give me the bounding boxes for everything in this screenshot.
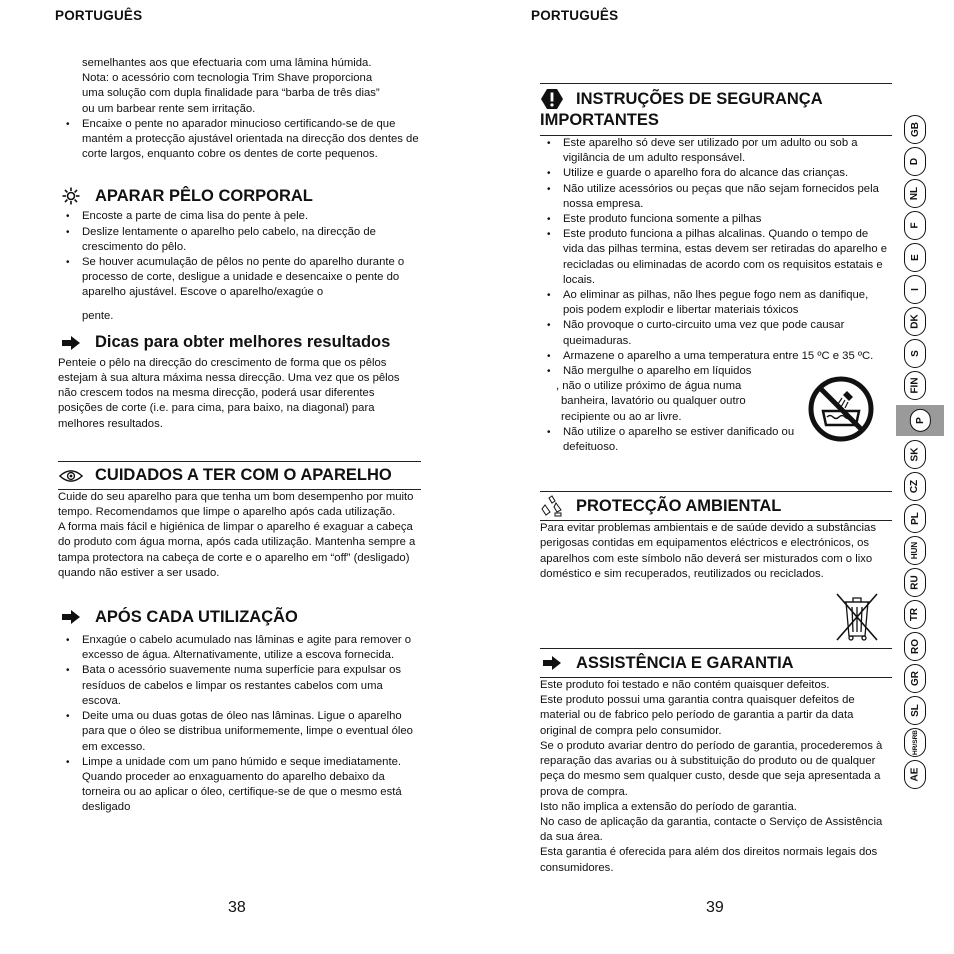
- warranty-text: Este produto foi testado e não contém quaisquer defeitos.: [540, 679, 830, 692]
- language-tab-gb[interactable]: GB: [904, 115, 926, 144]
- language-tab-s[interactable]: S: [904, 339, 926, 368]
- list-item: • Não utilize o aparelho se estiver danificado ou defeituoso.: [540, 425, 795, 455]
- warning-icon: [540, 88, 564, 110]
- section-title-text: CUIDADOS A TER COM O APARELHO: [95, 466, 392, 485]
- text-line: , não o utilize próximo de água numa: [556, 380, 742, 393]
- divider: [540, 491, 892, 492]
- section-title-environment: [540, 495, 892, 517]
- language-tab-fin[interactable]: FIN: [904, 371, 926, 400]
- list-item: • Não mergulhe o aparelho em líquidos: [540, 364, 892, 379]
- recycle-icon: [540, 495, 564, 517]
- language-tab-sl[interactable]: SL: [904, 696, 926, 725]
- eye-icon: [59, 465, 83, 487]
- language-tab-hun[interactable]: HUN: [904, 536, 926, 565]
- section-title-text: INSTRUÇÕES DE SEGURANÇA: [576, 89, 823, 108]
- language-tab-f[interactable]: F: [904, 211, 926, 240]
- list-item: • Bata o acessório suavemente numa superfície para expulsar os resíduos de cabelos e limpar os restantes cabelos com uma escova.: [59, 663, 421, 709]
- language-tab-tr[interactable]: TR: [904, 600, 926, 629]
- list-item: • Se houver acumulação de pêlos no pente do aparelho durante o processo de corte, desligue a unidade e desencaixe o pente do aparelho ajustável. Escove o aparelho/exagúe o: [59, 255, 421, 301]
- list-item: • Deite uma ou duas gotas de óleo nas lâminas. Ligue o aparelho para que o óleo se distribua uniformemente, limpe o eventual óleo em excesso.: [59, 709, 421, 755]
- list-item: • Não utilize acessórios ou peças que não sejam fornecidos pela nossa empresa.: [540, 182, 892, 212]
- environment-text: Para evitar problemas ambientais e de saúde devido a substâncias perigosas contidas em equipamentos eléctricos e electrónicos, os aparelhos com este símbolo não deverá ser misturados com o lixo doméstico e sim recuperados, reutilizados ou reciclados.: [540, 522, 876, 580]
- arrow-right-icon: [540, 652, 564, 674]
- sun-icon: [59, 185, 83, 207]
- list-item: • Encaixe o pente no aparador minucioso certificando-se de que mantém a protecção ajustável orientada na direcção dos dentes de corte largos, enquanto cobre os dentes de corte pequenos.: [59, 117, 421, 163]
- warranty-text: Esta garantia é oferecida para além dos direitos normais legais dos consumidores.: [540, 846, 878, 874]
- page-number: 38: [228, 899, 246, 916]
- language-tab-ru[interactable]: RU: [904, 568, 926, 597]
- language-tab-hr-srb[interactable]: HR/SRB: [904, 728, 926, 757]
- warranty-text: No caso de aplicação da garantia, contacte o Serviço de Assistência da sua área.: [540, 815, 883, 844]
- list-item: • Limpe a unidade com um pano húmido e seque imediatamente.: [59, 755, 421, 770]
- section-title-safety: [540, 88, 892, 131]
- list-item: • Este produto funciona somente a pilhas: [540, 212, 892, 227]
- section-title-after-use: [59, 606, 421, 628]
- list-item: • Este aparelho só deve ser utilizado por um adulto ou sob a vigilância de um adulto responsável.: [540, 136, 892, 166]
- section-title-warranty: [540, 652, 892, 674]
- list-item: • Armazene o aparelho a uma temperatura entre 15 ºC e 35 ºC.: [540, 349, 892, 364]
- language-tab-cz[interactable]: CZ: [904, 472, 926, 501]
- list-item: • Utilize e guarde o aparelho fora do alcance das crianças.: [540, 166, 892, 181]
- intro-line: uma solução com dupla finalidade para “barba de três dias”: [82, 87, 380, 100]
- arrow-right-icon: [59, 332, 83, 354]
- list-item: • Não provoque o curto-circuito uma vez que pode causar queimaduras.: [540, 318, 892, 348]
- weee-bin-icon: [834, 592, 880, 647]
- intro-line: ou um barbear rente sem irritação.: [82, 102, 256, 115]
- intro-line: semelhantes aos que efectuaria com uma lâmina húmida.: [82, 57, 372, 69]
- text-line: banheira, lavatório ou qualquer outro: [561, 395, 746, 408]
- warranty-text: Se o produto avariar dentro do período de garantia, procederemos à reparação das avarias ou à substituição do produto ou de qualquer peça do mesmo sem qualquer custo, desde que seja apresentada a prova de compra.: [540, 739, 883, 798]
- language-tab-e[interactable]: E: [904, 243, 926, 272]
- right-column: [540, 83, 892, 876]
- right-page-header: PORTUGUÊS: [531, 8, 619, 23]
- section-title-text: IMPORTANTES: [540, 111, 659, 129]
- list-item: • Ao eliminar as pilhas, não lhes pegue fogo nem as danifique, pois podem explodir e libertar materiais tóxicos: [540, 288, 892, 318]
- language-tab-i[interactable]: I: [904, 275, 926, 304]
- list-item: • Encoste a parte de cima lisa do pente à pele.: [59, 209, 421, 224]
- section-title-text: APÓS CADA UTILIZAÇÃO: [95, 607, 298, 626]
- left-column: [59, 56, 421, 816]
- language-tab-ro[interactable]: RO: [904, 632, 926, 661]
- list-item: • Este produto funciona a pilhas alcalinas. Quando o tempo de vida das pilhas termina, estas devem ser retiradas do aparelho e recicladas ou eliminadas de acordo com os requisitos estatais e locais.: [540, 227, 892, 288]
- language-tab-gr[interactable]: GR: [904, 664, 926, 693]
- list-item: • Enxagúe o cabelo acumulado nas lâminas e agite para remover o excesso de água. Alternativamente, utilize a escova fornecida.: [59, 633, 421, 663]
- warranty-text: Isto não implica a extensão do período de garantia.: [540, 800, 797, 813]
- section-title-text: APARAR PÊLO CORPORAL: [95, 186, 313, 205]
- list-item-tail: Quando proceder ao enxaguamento do aparelho debaixo da torneira ou ao aplicar o óleo, certifique-se de que o mesmo está desligado: [82, 770, 402, 814]
- language-tab-p[interactable]: P: [896, 405, 944, 436]
- left-page-header: PORTUGUÊS: [55, 8, 143, 23]
- text-line: recipiente ou ao ar livre.: [561, 410, 682, 423]
- tips-text: Penteie o pêlo na direcção do crescimento de forma que os pêlos estejam à sua altura máxima nessa direcção. Uma vez que os pêlos não crescem todos na mesma direcção, poderá usar diferentes posições de corte (i.e. para cima, para baixo, na diagonal) para melhores resultados.: [58, 356, 400, 430]
- page-number: 39: [706, 899, 724, 916]
- warranty-text: Este produto possui uma garantia contra quaisquer defeitos de material ou de fabrico pelo período de garantia a partir da data original de compra pelo consumidor.: [540, 694, 855, 737]
- no-water-icon: [807, 375, 875, 448]
- care-text: A forma mais fácil e higiénica de limpar o aparelho é exaguar a cabeça do produto com água morna, após cada utilização. Mantenha sempre a tampa protectora na cabeça de corte e o aparelho em “off” (desligado) quando não estiver a ser usado.: [58, 521, 416, 579]
- section-title-text: Dicas para obter melhores resultados: [95, 333, 391, 352]
- section-title-text: ASSISTÊNCIA E GARANTIA: [576, 653, 794, 672]
- section-title-body-hair: [59, 185, 421, 207]
- divider: [540, 648, 892, 649]
- intro-text: [59, 56, 421, 117]
- language-tab-dk[interactable]: DK: [904, 307, 926, 336]
- section-title-care: [59, 465, 421, 487]
- list-item: • Deslize lentamente o aparelho pelo cabelo, na direcção de crescimento do pêlo.: [59, 225, 421, 255]
- arrow-right-icon: [59, 606, 83, 628]
- language-tab-d[interactable]: D: [904, 147, 926, 176]
- list-item-tail: pente.: [82, 309, 114, 322]
- divider: [58, 461, 421, 462]
- language-tab-pl[interactable]: PL: [904, 504, 926, 533]
- language-tab-sk[interactable]: SK: [904, 440, 926, 469]
- language-tab-ae[interactable]: AE: [904, 760, 926, 789]
- section-title-text: PROTECÇÃO AMBIENTAL: [576, 496, 782, 515]
- section-title-tips: [59, 332, 421, 354]
- intro-line: Nota: o acessório com tecnologia Trim Shave proporciona: [82, 72, 373, 85]
- divider: [540, 83, 892, 84]
- language-tab-nl[interactable]: NL: [904, 179, 926, 208]
- care-text: Cuide do seu aparelho para que tenha um bom desempenho por muito tempo. Recomendamos que limpe o aparelho após cada utilização.: [58, 490, 414, 519]
